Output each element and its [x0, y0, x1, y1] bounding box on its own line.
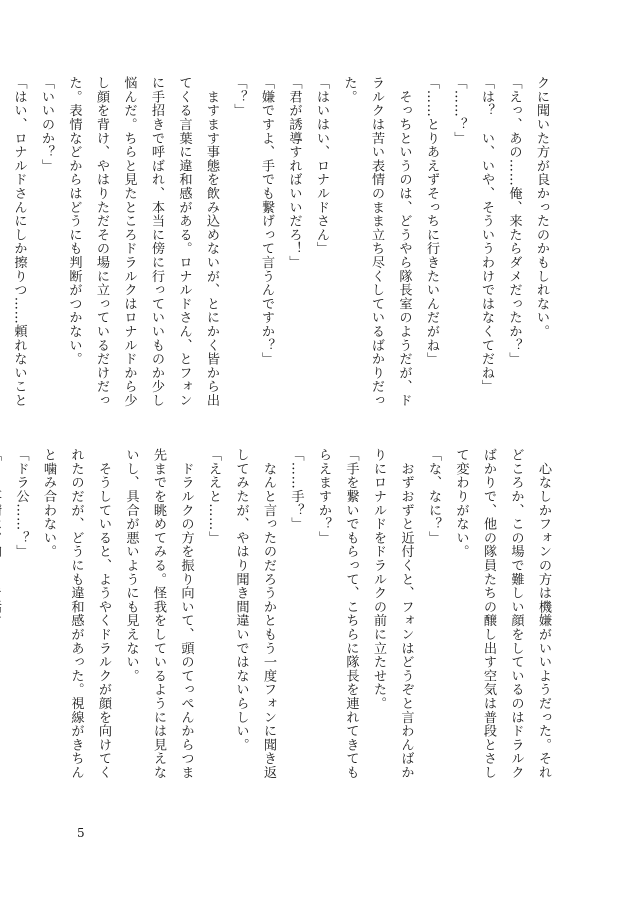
- text-line: 「……とりあえずそっちに行きたいんだがね」: [424, 76, 439, 366]
- text-line: に手招きで呼ばれ、本当に傍に行っていいものか少し: [149, 76, 164, 408]
- text-line: 「……手？」: [288, 448, 304, 531]
- text-line: 悩んだ。ちらと見たところドラルクはロナルドから少: [121, 76, 137, 408]
- text-line: てくる言葉に違和感がある。ロナルドさん、とフォン: [176, 76, 192, 408]
- text-line: 先までを眺めてみる。怪我をしているようには見えな: [151, 448, 166, 780]
- text-line: 「はい、ロナルドさんにしか擦りつ……頼れないこと: [11, 76, 27, 408]
- text-line: らえますか？」: [316, 448, 331, 545]
- text-line: 「手を繋いでもらって、こちらに隊長を連れてきても: [343, 448, 359, 780]
- text-line: 「？」: [231, 76, 247, 118]
- text-line: た。: [341, 76, 357, 104]
- text-line: し顔を背け、やはりただその場に立っているだけだっ: [94, 76, 109, 408]
- text-line: 「嫌ですよ、手でも繋げって言うんですか？」: [259, 76, 274, 366]
- text-line: クに聞いた方が良かったのかもしれない。: [534, 76, 549, 339]
- text-line: 「はいはい、ロナルドさん」: [314, 76, 329, 256]
- text-line: ドラルクの方を振り向いて、頭のてっぺんからつま: [178, 448, 194, 780]
- text-block-top: [0, 76, 555, 406]
- text-line: 「は？ い、いや、そういうわけではなくてだね」: [479, 76, 494, 394]
- text-line: 「ええと……」: [206, 448, 221, 545]
- text-line: どころか、この場で難しい顔をしているのはドラルク: [508, 448, 524, 780]
- text-block-bottom: [0, 448, 557, 780]
- text-line: おずおずと近付くと、フォンはどうぞと言わんばか: [398, 448, 414, 780]
- text-line: 「ドラ公……？」: [13, 448, 29, 559]
- text-line: 「いいのか？」: [39, 76, 54, 173]
- text-line: りにロナルドをドラルクの前に立たせた。: [371, 448, 386, 711]
- text-line: なんと言ったのだろうかともう一度フォンに聞き返: [261, 448, 276, 780]
- text-line: 「君が誘導すればいいだろ！」: [286, 76, 302, 270]
- text-line: ばかりで、他の隊員たちの醸し出す空気は普段とさし: [481, 448, 496, 780]
- text-line: 「えっ、あの……俺、来たらダメだったか？」: [506, 76, 522, 366]
- text-line: そっちというのは、どうやら隊長室のようだが、ド: [396, 76, 412, 408]
- text-line: ラルクは苦い表情のまま立ち尽くしているばかりだっ: [369, 76, 384, 408]
- text-line: た。表情などからはどうにも判断がつかない。: [66, 76, 82, 366]
- text-line: いし、具合が悪いようにも見えない。: [123, 448, 139, 683]
- text-line: 「な、なに？」: [426, 448, 441, 545]
- text-line: そうしていると、ようやくドラルクが顔を向けてく: [96, 448, 111, 780]
- text-line: してみたが、やはり聞き間違いではないらしい。: [233, 448, 249, 752]
- text-line: [0, 448, 7, 780]
- text-line: 心なしかフォンの方は機嫌がいいようだった。それ: [536, 448, 551, 780]
- text-line: ますます事態を飲み込めないが、とにかく皆から出: [204, 76, 219, 408]
- text-line: と噛み合わない。: [41, 448, 56, 559]
- page-number: 5: [77, 826, 85, 840]
- text-line: 「……？」: [451, 76, 467, 145]
- text-line: て変わりがない。: [453, 448, 469, 559]
- text-line: れたのだが、どうにも違和感があった。視線がきちん: [68, 448, 84, 780]
